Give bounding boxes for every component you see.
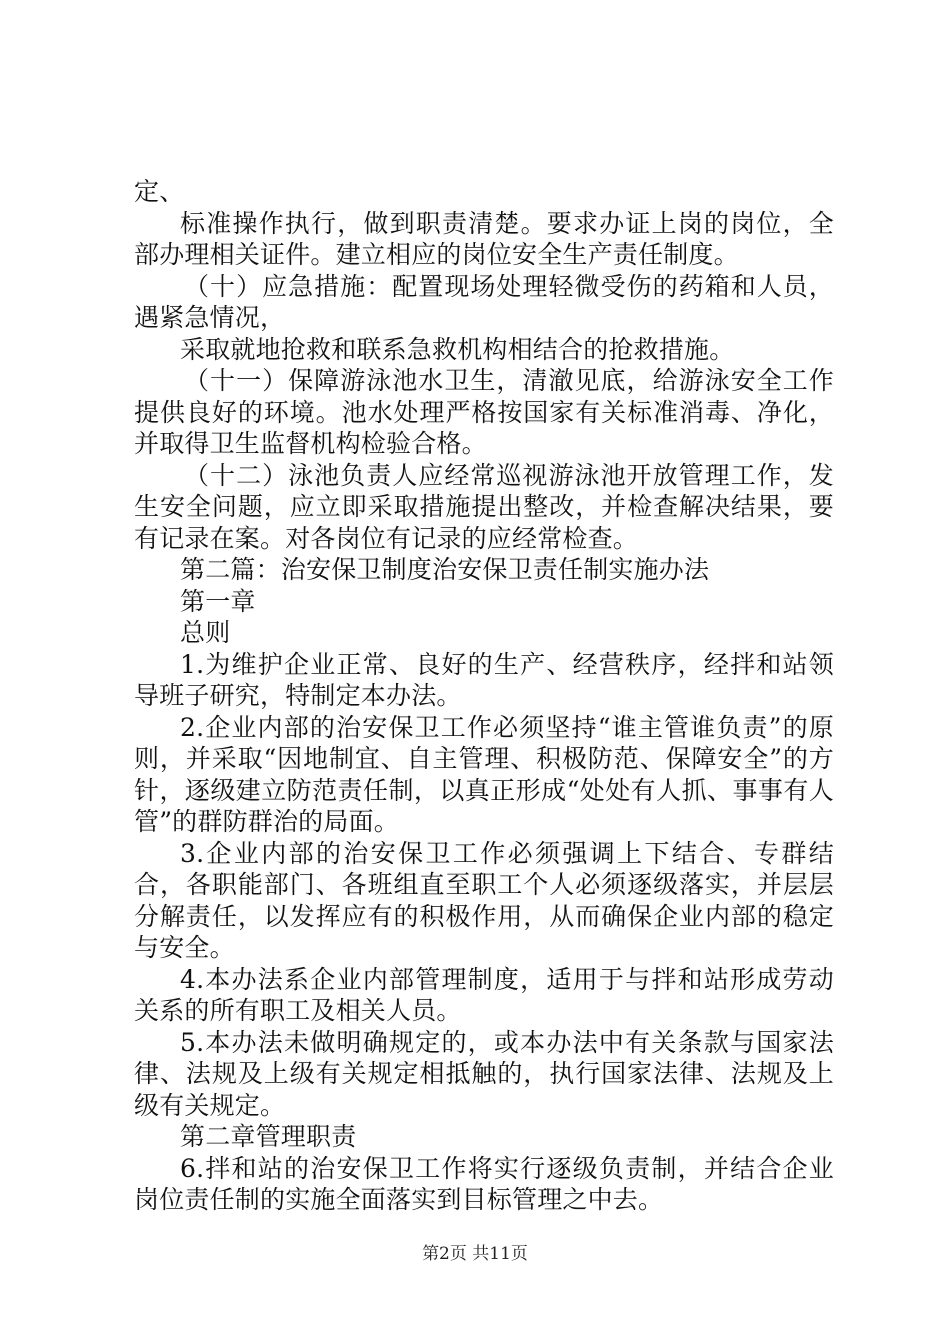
paragraph-fragment: 定、 (134, 177, 185, 206)
article: 4.本办法系企业内部管理制度，适用于与拌和站形成劳动关系的所有职工及相关人员。 (134, 964, 834, 1025)
chapter-heading: 第二章管理职责 (180, 1122, 357, 1151)
article: 2.企业内部的治安保卫工作必须坚持“谁主管谁负责”的原则，并采取“因地制宜、自主管理、积极防范、保障安全”的方针，逐级建立防范责任制，以真正形成“处处有人抓、事事有人管”的群防群治的局面。 (134, 712, 834, 836)
paragraph: 标准操作执行，做到职责清楚。要求办证上岗的岗位，全部办理相关证件。建立相应的岗位安全生产责任制度。 (134, 208, 834, 269)
document-body (134, 176, 834, 1216)
article: 6.拌和站的治安保卫工作将实行逐级负责制，并结合企业岗位责任制的实施全面落实到目标管理之中去。 (134, 1153, 834, 1214)
page-number-footer: 第2页 共11页 (422, 1244, 528, 1264)
article: 5.本办法未做明确规定的，或本办法中有关条款与国家法律、法规及上级有关规定相抵触的，执行国家法律、法规及上级有关规定。 (134, 1027, 834, 1120)
chapter-title: 总则 (180, 618, 231, 647)
paragraph: （十二）泳池负责人应经常巡视游泳池开放管理工作，发生安全问题，应立即采取措施提出整改，并检查解决结果，要有记录在案。对各岗位有记录的应经常检查。 (134, 460, 834, 553)
article: 1.为维护企业正常、良好的生产、经营秩序，经拌和站领导班子研究，特制定本办法。 (134, 649, 834, 710)
paragraph: （十）应急措施：配置现场处理轻微受伤的药箱和人员，遇紧急情况， (134, 271, 834, 332)
paragraph: 采取就地抢救和联系急救机构相结合的抢救措施。 (180, 334, 735, 364)
chapter-heading: 第一章 (180, 586, 256, 616)
paragraph: （十一）保障游泳池水卫生，清澈见底，给游泳安全工作提供良好的环境。池水处理严格按国家有关标准消毒、净化，并取得卫生监督机构检验合格。 (134, 366, 834, 458)
article: 3.企业内部的治安保卫工作必须强调上下结合、专群结合，各职能部门、各班组直至职工个人必须逐级落实，并层层分解责任，以发挥应有的积极作用，从而确保企业内部的稳定与安全。 (134, 838, 834, 962)
section-heading: 第二篇：治安保卫制度治安保卫责任制实施办法 (180, 555, 710, 584)
